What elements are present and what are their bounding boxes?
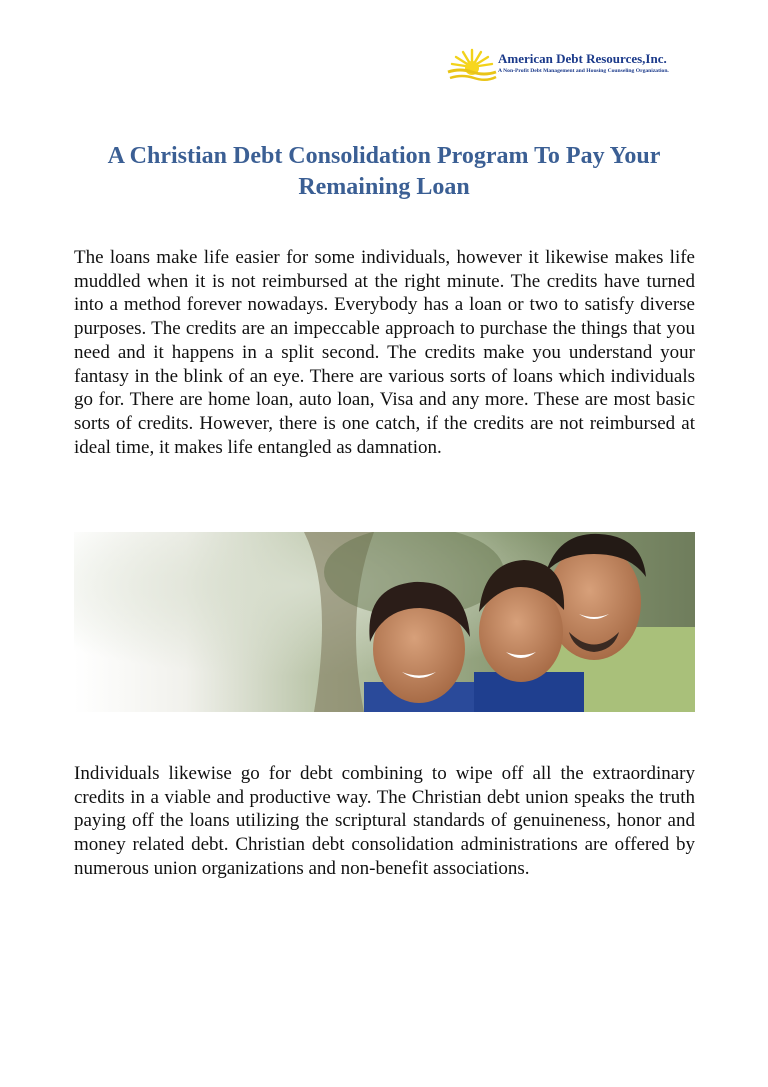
family-photo: [74, 532, 695, 712]
company-name: American Debt Resources,Inc.: [498, 51, 667, 66]
sun-icon: [446, 47, 498, 83]
body-paragraph-2: Individuals likewise go for debt combining to wipe off all the extraordinary credits in a viable and productive way. The Christian debt union speaks the truth paying off the loans utilizing the scriptural standards of genuineness, honor and money related debt. Christian debt consolidation administrations are offered by numerous union organizations and non-benefit associations.: [74, 763, 695, 879]
page-title: A Christian Debt Consolidation Program To Pay Your Remaining Loan: [107, 143, 661, 200]
company-tagline: A Non-Profit Debt Management and Housing Counseling Organization.: [498, 68, 669, 74]
company-logo: [446, 47, 696, 83]
body-paragraph-1: The loans make life easier for some individuals, however it likewise makes life muddled when it is not reimbursed at the right minute. The credits have turned into a method forever nowadays. Everybody has a loan or two to satisfy diverse purposes. The credits are an impeccable approach to purchase the things that you need and it happens in a split second. The credits make you understand your fantasy in the blink of an eye. There are various sorts of loans which individuals go for. There are home loan, auto loan, Visa and any more. These are most basic sorts of credits. However, there is one catch, if the credits are not reimbursed at ideal time, it makes life entangled as damnation.: [74, 247, 695, 458]
family-photo-illustration: [74, 532, 695, 712]
